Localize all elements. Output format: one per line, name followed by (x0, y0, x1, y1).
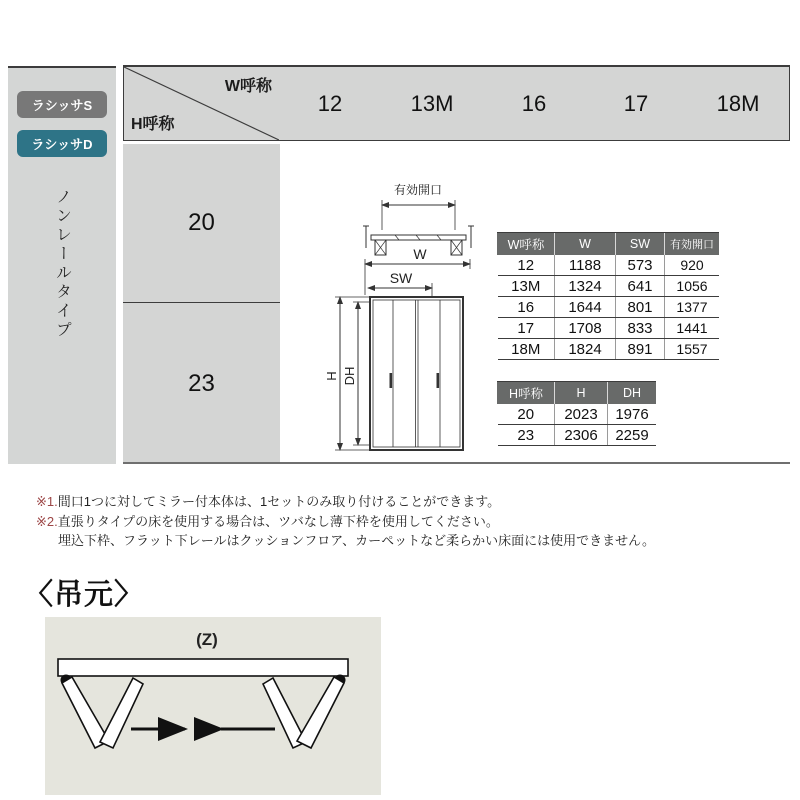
series-sidebar (8, 66, 116, 464)
matrix-corner-cell (123, 65, 280, 141)
dh-dim-label: DH (342, 366, 357, 386)
door-handle-left (390, 373, 393, 388)
door-dimension-diagram (325, 180, 475, 465)
h-row-23: 23 (123, 303, 280, 464)
right-panel-2 (297, 677, 344, 748)
badge-lasissa-d (17, 130, 107, 157)
w-dim-label: W (413, 246, 427, 262)
hanging-side-title: 〈吊元〉 (24, 579, 145, 611)
w-dimensions-table (497, 232, 719, 360)
left-panel-2 (100, 678, 143, 748)
sw-dim-label: SW (389, 270, 413, 286)
h-table-header-row: H呼称 H DH (498, 382, 657, 405)
door-diagram-svg (325, 180, 475, 465)
track-bar (58, 659, 348, 676)
footnote-2: ※2.直張りタイプの床を使用する場合は、ツバなし薄下枠を使用してください。 (36, 513, 499, 529)
footnote-2-continued: 埋込下枠、フラット下レールはクッションフロア、カーペットなど柔らかい床面には使用できません。 (58, 533, 655, 548)
w-column-17: 17 (585, 65, 688, 141)
h-dimensions-table (497, 381, 656, 446)
badge-lasissa-s-label: ラシッサS (31, 98, 93, 113)
table-row: 18M 1824 891 1557 (498, 339, 720, 360)
h-designation-header: H呼称 (131, 116, 175, 133)
badge-lasissa-d-label: ラシッサD (31, 137, 93, 152)
table-row: 23 2306 2259 (498, 425, 657, 446)
footnotes (36, 492, 676, 551)
w-column-16: 16 (483, 65, 586, 141)
table-row: 12 1188 573 920 (498, 255, 720, 276)
door-handle-right (437, 373, 440, 388)
w-table-header: W呼称 (498, 233, 555, 256)
w-column-12: 12 (279, 65, 382, 141)
effective-opening-label: 有効開口 (393, 183, 443, 197)
table-row: 20 2023 1976 (498, 404, 657, 425)
h-dim-label: H (325, 371, 339, 381)
z-diagram-svg (45, 617, 381, 795)
w-table-header-row: W呼称 W SW 有効開口 (498, 233, 720, 256)
z-label: (Z) (196, 630, 218, 649)
table-row: 16 1644 801 1377 (498, 297, 720, 318)
w-designation-header: W呼称 (224, 78, 272, 95)
footnote-1: ※1.間口1つに対してミラー付本体は、1セットのみ取り付けることができます。 (36, 494, 501, 509)
table-row: 13M 1324 641 1056 (498, 276, 720, 297)
type-label-vertical: ノンレールタイプ (53, 188, 71, 340)
badge-lasissa-s (17, 91, 107, 118)
w-column-13m: 13M (381, 65, 484, 141)
table-row: 17 1708 833 1441 (498, 318, 720, 339)
w-column-18m: 18M (687, 65, 790, 141)
hanging-side-diagram (45, 617, 381, 795)
h-row-20: 20 (123, 144, 280, 303)
